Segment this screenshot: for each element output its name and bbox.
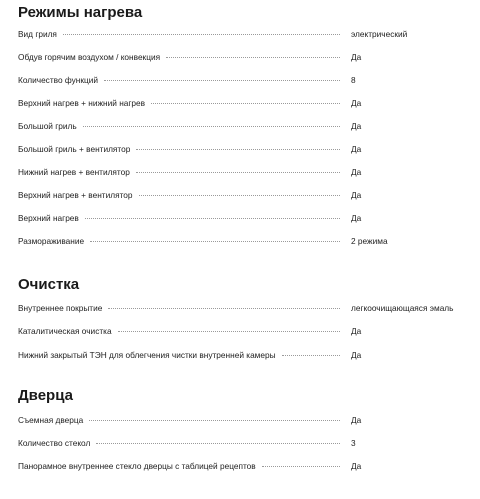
spec-label: Верхний нагрев + нижний нагрев (18, 98, 146, 108)
spec-row (18, 142, 468, 156)
spec-row (18, 165, 468, 179)
spec-value: электрический (351, 29, 408, 39)
spec-label: Нижний нагрев + вентилятор (18, 167, 130, 177)
spec-row (18, 348, 468, 362)
spec-row (18, 234, 468, 248)
spec-value: Да (351, 461, 362, 471)
dotted-leader (166, 56, 340, 58)
spec-row (18, 73, 468, 87)
spec-value: Да (351, 52, 362, 62)
section-title: Режимы нагрева (18, 4, 143, 21)
spec-row (18, 27, 468, 41)
spec-row (18, 96, 468, 110)
spec-label: Каталитическая очистка (18, 326, 112, 336)
spec-row (18, 413, 468, 427)
section-door (18, 387, 468, 471)
dotted-leader (96, 442, 340, 444)
dotted-leader (85, 217, 340, 219)
dotted-leader (90, 240, 340, 242)
spec-label: Большой гриль (18, 121, 77, 131)
dotted-leader (89, 419, 340, 421)
spec-value: Да (351, 167, 362, 177)
dotted-leader (151, 102, 340, 104)
spec-label: Обдув горячим воздухом / конвекция (18, 52, 161, 62)
section-cleaning (18, 276, 468, 360)
spec-row (18, 119, 468, 133)
spec-row (18, 50, 468, 64)
spec-row (18, 324, 468, 338)
spec-label: Панорамное внутреннее стекло дверцы с таблицей рецептов (18, 461, 256, 471)
dotted-leader (262, 465, 340, 467)
spec-label: Внутреннее покрытие (18, 303, 103, 313)
dotted-leader (136, 171, 340, 173)
spec-label: Верхний нагрев + вентилятор (18, 190, 133, 200)
dotted-leader (282, 354, 340, 356)
spec-label: Вид гриля (18, 29, 57, 39)
dotted-leader (136, 148, 340, 150)
spec-label: Количество функций (18, 75, 98, 85)
dotted-leader (118, 330, 340, 332)
spec-row (18, 188, 468, 202)
spec-label: Верхний нагрев (18, 213, 79, 223)
spec-row (18, 301, 468, 315)
spec-row (18, 436, 468, 450)
spec-value: Да (351, 326, 362, 336)
spec-value: Да (351, 144, 362, 154)
spec-label: Съемная дверца (18, 415, 84, 425)
spec-value: 8 (351, 75, 356, 85)
spec-value: Да (351, 98, 362, 108)
dotted-leader (139, 194, 340, 196)
section-title: Очистка (18, 276, 80, 293)
dotted-leader (108, 307, 340, 309)
spec-row (18, 211, 468, 225)
dotted-leader (63, 33, 340, 35)
spec-value: 3 (351, 438, 356, 448)
section-title: Дверца (18, 387, 73, 404)
spec-value: 2 режима (351, 236, 388, 246)
dotted-leader (104, 79, 340, 81)
spec-value: Да (351, 121, 362, 131)
spec-value: Да (351, 190, 362, 200)
spec-row (18, 459, 468, 473)
spec-label: Нижний закрытый ТЭН для облегчения чистки внутренней камеры (18, 350, 276, 360)
spec-value: легкоочищающаяся эмаль (351, 303, 454, 313)
spec-value: Да (351, 415, 362, 425)
section-heating-modes (18, 4, 468, 246)
spec-value: Да (351, 350, 362, 360)
spec-value: Да (351, 213, 362, 223)
spec-label: Количество стекол (18, 438, 91, 448)
dotted-leader (83, 125, 340, 127)
spec-label: Большой гриль + вентилятор (18, 144, 131, 154)
spec-label: Размораживание (18, 236, 85, 246)
